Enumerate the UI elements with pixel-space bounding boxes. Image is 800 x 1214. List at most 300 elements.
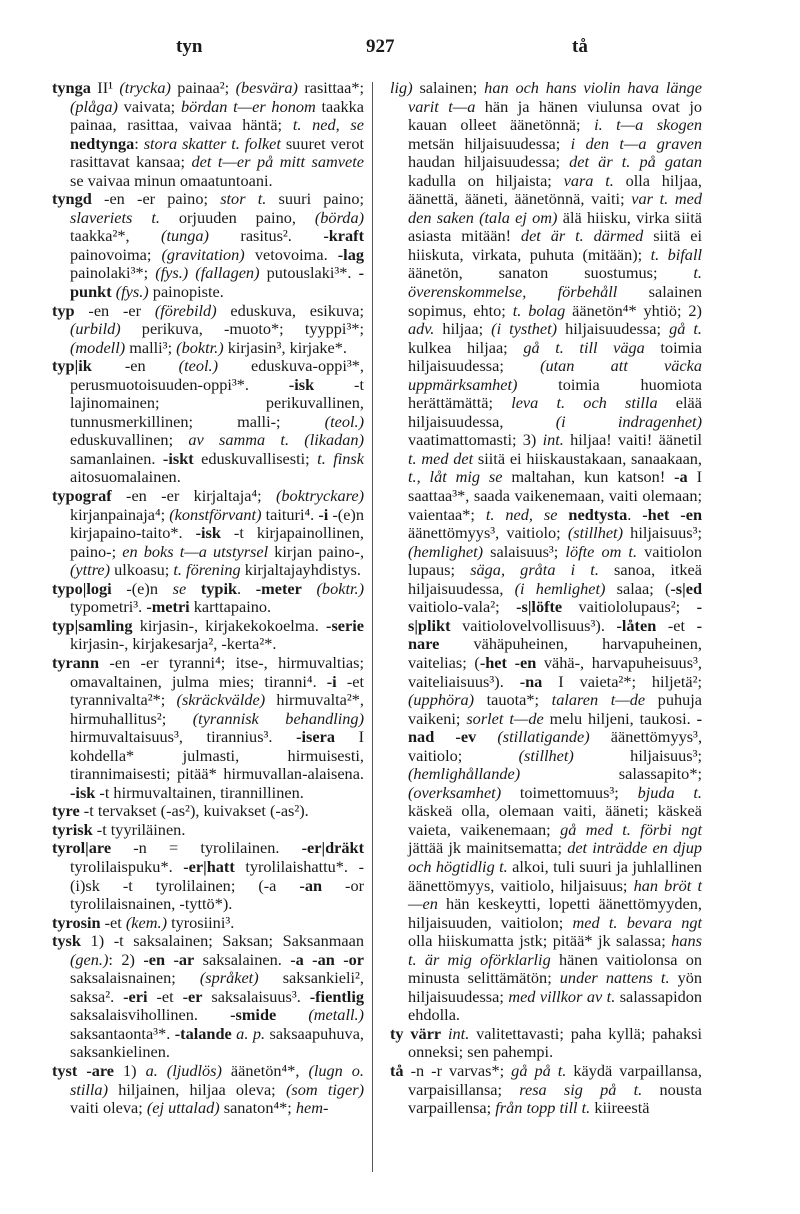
entry-subform: -het -en [479,652,537,672]
entry-text: perikuva, -muoto*; tyyppi³*; [120,319,364,339]
entry-text: sanaton⁴*; [219,1098,296,1118]
entry-swedish-phrase: en boks t—a utstyrsel [122,541,269,561]
entry-subform: -i [318,504,329,524]
left-guide-word: tyn [176,36,203,57]
entry-subform: -talande [174,1023,232,1043]
entry-text: painolaki³*; [70,263,156,283]
entry-swedish-phrase: (tyrannisk behandling) [192,708,364,728]
entry-swedish-phrase: (yttre) [70,560,111,580]
entry-text: saksalainen. [194,949,291,969]
entry-swedish-phrase: t. ned, se [485,504,558,524]
entry-text: kiireestä [590,1098,650,1118]
entry-text [441,1024,448,1043]
entry-headword: tynga [52,78,91,97]
entry-swedish-phrase: (förebild) [154,300,217,320]
entry-swedish-phrase: (fys.) (fallagen) [155,263,260,283]
entry-subform: -er [182,986,203,1006]
entry-subform: -en -ar [143,949,195,969]
entry-text: ulkoasu; [110,560,174,580]
entry-text [434,727,455,746]
entry-text [476,727,497,746]
entry-text: -(e)n kirjapaino-taito*. [70,504,364,543]
entry-subform: -a -an -or [290,949,364,969]
entry-text: käskeä olla, olemaan vaiti, ääneti; käskeä vaieta, vaikenemaan; [408,801,702,839]
entry-text: salassapidon ehdolla. [408,986,703,1025]
entry-text: saksalaisnainen; [70,968,200,988]
entry-text: siitä ei hiiskuta, virkata, puhuta (mitään); [408,226,703,264]
dictionary-entry [52,580,364,617]
entry-swedish-phrase: vara t. [563,170,614,190]
entry-text: vaivata; [117,96,181,116]
entry-text: : [134,133,144,153]
entry-subform: -isk [195,523,221,543]
entry-subform: -are [86,1060,115,1080]
entry-text: 1) [114,1060,146,1080]
entry-swedish-phrase: det är t. därmed [520,226,644,246]
entry-text: putouslaki³*. [259,263,359,283]
entry-subform: -isera [296,727,335,747]
entry-swedish-phrase: (upphöra) [408,690,475,710]
entry-swedish-phrase: int. [448,1023,470,1043]
entry-swedish-phrase: (som tiger) [285,1079,365,1099]
entry-swedish-phrase: sorlet t—de [466,708,544,728]
entry-text: puhuja vaikeni; [408,690,702,728]
dictionary-entry [390,79,702,1025]
entry-swedish-phrase: (i indragenhet) [555,411,702,431]
entry-text: painopiste. [148,282,224,302]
left-column [52,79,364,1118]
entry-swedish-phrase: han bröt t—en [408,875,702,914]
entry-text: eduskuva-oppi³*, perusmuotoisuuden-oppi³*. [70,356,364,394]
entry-text: taakka²*, [70,226,162,246]
entry-swedish-phrase: se [172,578,187,598]
entry-text [77,1061,86,1080]
entry-text: äänetön, sanaton suostumus; [408,263,694,283]
entry-text: painaa²; [170,78,236,97]
entry-swedish-phrase: a. p. [236,1023,266,1043]
entry-text: olla hiiskumatta jstk; pitää* jk salassa; [408,931,672,951]
entry-swedish-phrase: lig) [390,78,413,97]
entry-text: eduskuva, esikuva; [216,300,364,320]
entry-swedish-phrase: (overksamhet) [408,782,502,802]
entry-subform: -serie [326,615,364,635]
entry-text: I saattaa³*, saada vaikenemaan, vaiti olemaan; vaientaa*; [408,467,703,524]
entry-text: vaitiolo-vala²; [408,597,517,617]
entry-text: sanoa, itkeä hiljaisuudessa, [408,560,702,598]
entry-text: alkoi, tuli suuri ja juhlallinen äänettömyys, vaitiolo, hiljaisuus; [408,856,702,895]
entry-text: salaa; ( [605,578,671,598]
entry-headword: tyre [52,801,80,821]
entry-text: . [627,504,643,524]
entry-swedish-phrase: löfte om t. [565,541,638,561]
entry-text: nousta varpaillensa; [408,1079,702,1118]
entry-text: -et [100,912,126,932]
entry-text: kirjasin-, kirjakekokoelma. [132,615,327,635]
entry-text: -or tyrolilaisnainen, -tyttö*). [70,875,365,914]
entry-text: : 2) [108,949,144,969]
entry-subform: typik [186,578,238,598]
right-guide-word: tå [572,36,588,57]
entry-subform: -lag [337,244,364,264]
entry-text: kulkea hiljaa; [408,337,524,357]
dictionary-entry [52,617,364,654]
entry-swedish-phrase: det är t. på gatan [569,152,703,172]
entry-subform: -i [326,671,337,691]
entry-subform: -isk [288,374,315,394]
entry-text: vähä-, harvapuheisuus³, vaiteliaisuus³). [408,652,702,691]
entry-text: -en -er tyranni⁴; itse-, hirmuvaltias; omavaltainen, julma mies; tiranni⁴. [70,652,364,691]
entry-swedish-phrase: (utan att väcka uppmärksamhet) [408,356,703,394]
entry-text: kirjasin-, kirjakesarja², -kerta²*. [70,634,277,654]
entry-text: taituri⁴. [261,504,319,524]
entry-subform: -s|plikt [408,597,702,635]
dictionary-entry [52,654,364,802]
entry-subform: -ev [455,727,477,747]
entry-headword: ty värr [390,1023,442,1043]
entry-swedish-phrase: (teol.) [324,411,364,431]
entry-text: vähäpuheinen, harvapuheinen, vaitelias; ( [408,634,702,672]
entry-swedish-phrase: (stillatigande) [497,727,590,747]
entry-text: I vaieta²*; hiljetä²; [542,671,702,691]
entry-text: jättää jk mainitsematta; [408,838,568,858]
entry-swedish-phrase: stor t. [220,189,267,209]
entry-swedish-phrase: bördan t—er honom [180,96,316,116]
entry-swedish-phrase: det inträdde en djup och högtidlig t. [408,838,702,876]
entry-text: olla hiljaa, äänettä, ääneti, äänetönnä, vaiti; [408,170,703,209]
entry-text: I kohdella* julmasti, hirmuisesti, tirannimaisesti; pitää* hirmuvallan-alaisena. [70,727,364,784]
entry-text [302,579,317,598]
entry-text: tyrolilaishattu*. -(i)sk -t tyrolilainen; (-a [70,856,364,895]
entry-swedish-phrase: (gen.) [70,949,109,969]
entry-text: toimia huomiota herättämättä; [408,374,702,413]
entry-text: hän ja hänen viulunsa ovat jo kauan olleet äänetönnä; [408,96,703,135]
entry-text: saksankieli², saksa². [70,968,364,1006]
entry-swedish-phrase: (hemlighet) [408,541,484,561]
entry-subform: -er|hatt [183,856,235,876]
entry-swedish-phrase: t. överenskommelse, förbehåll [408,263,702,302]
entry-headword: typ|ik [52,356,92,376]
entry-text: II¹ [90,78,120,97]
entry-swedish-phrase: (i tysthet) [491,319,558,339]
entry-text: hiljaisuudessa; [557,319,670,339]
entry-text: kirjasin³, kirjake*. [223,337,347,357]
entry-text: hiljaisuus³; [623,523,702,543]
entry-headword: typ|samling [52,615,133,635]
entry-text: -n -r varvas*; [403,1060,512,1080]
entry-swedish-phrase: (lugn o. stilla) [70,1060,364,1099]
entry-swedish-phrase: (fys.) [115,282,149,302]
entry-subform: -eri [123,986,148,1006]
entry-text: aitosuomalainen. [70,467,181,487]
entry-text: vaitiolon lupaus; [408,541,702,580]
entry-text: painovoima; [70,244,162,264]
entry-text: hänen vaitiolonsa on minusta selittämätön; [408,949,703,988]
entry-swedish-phrase: gå t. till väga [523,337,645,357]
dictionary-entry [52,932,364,1062]
entry-text: suuri paino; [266,189,364,209]
entry-text: toimia hiljaisuudessa; [408,337,703,376]
entry-swedish-phrase: (urbild) [70,319,121,339]
entry-text: hirmuvaltaisuus³, tirannius³. [70,727,297,747]
entry-swedish-phrase: t. med det [408,448,474,468]
entry-text: vaiti oleva; [70,1098,147,1118]
entry-text: taakka painaa, rasittaa, vaivaa häntä; [70,96,364,135]
dictionary-entry [52,821,364,840]
entry-subform: -s|ed [670,578,702,598]
entry-text: vaatimattomasti; 3) [408,430,543,450]
entry-text: hiljaa! vaiti! äänetil [563,430,703,450]
entry-text: -et tyrannivalta²*; [70,671,364,710]
dictionary-entry [390,1062,702,1118]
entry-swedish-phrase: t. bifall [650,244,702,264]
entry-swedish-phrase: adv. [408,319,435,339]
entry-text: malli³; [125,337,177,357]
entry-swedish-phrase: (stillhet) [567,523,624,543]
entry-subform: -a [674,467,688,487]
entry-text: melu hiljeni, taukosi. [543,708,697,728]
entry-swedish-phrase: (tunga) [161,226,209,246]
entry-text: typometri³. [70,597,147,617]
entry-text: käydä varpaillansa, varpaisillansa; [408,1060,702,1099]
entry-text: rasittaa*; [297,78,364,97]
entry-swedish-phrase: från topp till t. [495,1098,591,1118]
entry-text: valitettavasti; paha kyllä; pahaksi onneksi; sen pahempi. [408,1023,702,1062]
entry-swedish-phrase: det t—er på mitt samvete [191,152,364,172]
entry-text: -en -er [74,300,155,320]
entry-swedish-phrase: (skräckvälde) [176,690,266,710]
entry-text: toimettomuus³; [501,782,638,802]
entry-swedish-phrase: stora skatter t. folket [143,133,281,153]
entry-headword: typo|logi [52,578,112,598]
entry-text: saksalaisuus³. [202,986,310,1006]
entry-text: tyrolilaispuku*. [70,856,184,876]
entry-subform: -s|löfte [516,597,563,617]
entry-text: vaitiololupaus²; [562,597,697,617]
entry-subform: -fientlig [309,986,364,1006]
page-number: 927 [366,36,395,57]
entry-text: hän keskeytti, lopetti äänettömyyden, hiljaisuuden, vaitiolon; [408,894,702,932]
entry-text: hirmuvalta²*, hirmuhallitus²; [70,690,364,728]
entry-swedish-phrase: av samma t. (likadan) [188,430,364,450]
entry-subform: nedtysta [557,504,628,524]
entry-swedish-phrase: med t. bevara ngt [572,912,702,932]
entry-text: salaisuus³; [483,541,566,561]
entry-swedish-phrase: t., låt mig se [408,467,503,487]
entry-text: metsän hiljaisuudessa; [408,133,571,153]
entry-text: -t lajinomainen; perikuvallinen, tunnusmerkillinen; malli-; [70,374,364,431]
entry-text: suuret verot rasittavat kansaa; [70,133,364,172]
entry-swedish-phrase: (boktr.) [316,578,364,598]
column-divider [372,82,373,1172]
entry-swedish-phrase: under nattens t. [559,968,670,988]
dictionary-entry [52,802,364,821]
entry-swedish-phrase: (hemlighållande) [408,764,521,784]
entry-subform: -na [519,671,543,691]
entry-swedish-phrase: leva t. och stilla [511,393,658,413]
entry-text: saksaapuhuva, saksankielinen. [70,1023,364,1062]
entry-text: vaitiolovelvollisuus³). [450,615,617,635]
dictionary-entry [52,302,364,358]
entry-text: hiljainen, hiljaa oleva; [108,1079,286,1099]
entry-subform: -punkt [70,263,364,302]
entry-swedish-phrase: t. förening [173,560,241,580]
entry-text: saksalaisvihollinen. [70,1005,231,1025]
entry-headword: tyst [52,1060,78,1080]
entry-subform: -meter [255,578,302,598]
dictionary-entry [52,79,364,190]
dictionary-entry [52,487,364,580]
entry-swedish-phrase: gå på t. [511,1060,567,1080]
entry-text: eduskuvallisesti; [193,448,318,468]
entry-text: yön hiljaisuudessa; [408,968,702,1006]
entry-subform: -an [299,875,323,895]
entry-text: -t hirmuvaltainen, tirannillinen. [95,782,304,802]
entry-swedish-phrase: (plåga) [70,96,118,116]
entry-text: kirjaltajayhdistys. [240,560,361,580]
entry-swedish-phrase: i den t—a graven [570,133,703,153]
entry-headword: tysk [52,931,81,951]
entry-text: -t tyyriläinen. [92,819,186,839]
entry-swedish-phrase: (boktryckare) [276,486,364,506]
entry-subform: -nad [408,708,702,747]
entry-subform: -er|dräkt [301,838,364,858]
entry-text: -et [656,615,697,635]
entry-swedish-phrase: t. finsk [317,448,364,468]
entry-text: äänettömyys³, vaitiolo; [408,523,568,543]
entry-subform: nedtynga [70,133,135,153]
entry-text: älä hiisku, virka siitä asiasta mitään! [408,207,702,246]
entry-swedish-phrase: (besvära) [235,78,298,97]
entry-swedish-phrase: resa sig på t. [519,1079,643,1099]
entry-text: vetovoima. [244,244,338,264]
entry-subform: -het -en [642,504,703,524]
dictionary-entry [390,1025,702,1062]
dictionary-entry [52,914,364,933]
entry-swedish-phrase: han och hans violin hava länge varit t—a [408,78,702,116]
entry-swedish-phrase: hans t. är mig oförklarlig [408,931,702,969]
dictionary-entry [52,357,364,487]
entry-text: . [237,578,256,598]
right-column [390,79,702,1118]
entry-text: -en -er kirjaltaja⁴; [111,486,276,506]
entry-swedish-phrase: t. ned, se [292,115,364,135]
entry-headword: tyrann [52,652,100,672]
entry-text: hiljaa; [434,319,492,339]
entry-text: eduskuvallinen; [70,430,189,450]
entry-text: -en -er paino; [91,189,221,209]
entry-swedish-phrase: (teol.) [178,356,218,376]
entry-text: samanlainen. [70,448,163,468]
entry-text: kirjanpainaja⁴; [70,504,170,524]
entry-swedish-phrase: gå med t. förbi ngt [560,819,703,839]
entry-text: maltahan, kun katson! [502,467,675,487]
entry-text: -en [91,356,179,376]
entry-swedish-phrase: (stillhet) [518,745,574,765]
entry-text: salassapito*; [520,764,702,784]
entry-swedish-phrase: gå t. [669,319,703,339]
dictionary-entry [52,839,364,913]
entry-headword: tyrisk [52,819,93,839]
entry-headword: tyngd [52,189,92,209]
entry-text: rasitus². [208,226,324,246]
dictionary-entry [52,190,364,301]
entry-swedish-phrase: i. t—a skogen [594,115,703,135]
entry-text: äänetön⁴* yhtiö; 2) [565,300,702,320]
entry-swedish-phrase: var t. med den saken (tala ej om) [408,189,703,227]
entry-swedish-phrase: säga, gråta i t. [470,560,599,580]
entry-swedish-phrase: t. bolag [512,300,566,320]
entry-headword: typ [52,300,75,320]
entry-text: 1) -t saksalainen; Saksan; Saksanmaan [80,931,364,951]
entry-text: -(e)n [111,578,173,598]
entry-headword: tyrol|are [52,838,112,858]
entry-text: siitä ei hiiskaustakaan, sanaakaan, [473,448,703,468]
entry-swedish-phrase: bjuda t. [637,782,702,802]
entry-text: kirjan paino-, [268,541,365,561]
entry-text: kadulla on hiljaista; [408,170,564,190]
entry-text: -t tervakset (-as²), kuivakset (-as²). [79,801,309,821]
entry-subform: -smide [230,1005,277,1025]
entry-swedish-phrase: (konstförvant) [169,504,262,524]
entry-text [276,1005,308,1024]
entry-subform: -isk [70,782,96,802]
entry-headword: tyrosin [52,912,101,932]
entry-text: tyrosiini³. [167,912,235,932]
entry-swedish-phrase: talaren t—de [551,690,646,710]
entry-swedish-phrase: slaveriets t. [70,207,160,227]
entry-text: saksantaonta³*. [70,1023,175,1043]
entry-swedish-phrase: (ej uttalad) [146,1098,220,1118]
entry-text: salainen; [412,78,485,97]
entry-swedish-phrase: (i hemlighet) [514,578,606,598]
entry-text: haudan hiljaisuudessa; [408,152,570,172]
entry-swedish-phrase: (kem.) [125,912,167,932]
entry-swedish-phrase: (gravitation) [161,244,245,264]
entry-text: karttapaino. [189,597,272,617]
entry-swedish-phrase: (börda) [314,207,365,227]
entry-swedish-phrase: int. [542,430,564,450]
entry-swedish-phrase: (språket) [199,968,259,988]
entry-subform: -metri [146,597,190,617]
entry-subform: -låten [616,615,657,635]
entry-text: -et [147,986,183,1006]
entry-subform: -nare [408,615,703,654]
entry-text: -t kirjapainollinen, paino-; [70,523,364,561]
entry-swedish-phrase: hem- [295,1098,329,1118]
entry-text: orjuuden paino, [159,207,315,227]
entry-text: äänettömyys³, vaitiolo; [408,727,703,765]
entry-text: hiljaisuus³; [573,745,702,765]
entry-text: salainen sopimus, ehto; [408,282,702,320]
entry-text: -n = tyrolilainen. [111,838,302,858]
entry-text: se vaivaa minun omaatuntoani. [70,170,273,190]
page-header [0,36,800,66]
entry-text: äänetön⁴*, [221,1060,309,1080]
entry-subform: -iskt [162,448,194,468]
entry-text: elää hiljaisuudessa, [408,393,703,431]
entry-swedish-phrase: (boktr.) [176,337,224,357]
entry-swedish-phrase: (trycka) [119,78,171,97]
entry-swedish-phrase: (modell) [70,337,126,357]
entry-headword: typograf [52,486,112,506]
entry-swedish-phrase: a. (ljudlös) [145,1060,222,1080]
dictionary-entry [52,1062,364,1118]
entry-swedish-phrase: med villkor av t. [508,986,616,1006]
entry-subform: -kraft [323,226,364,246]
entry-text: tauota*; [474,690,552,710]
entry-headword: tå [390,1060,404,1080]
entry-swedish-phrase: (metall.) [308,1005,364,1025]
